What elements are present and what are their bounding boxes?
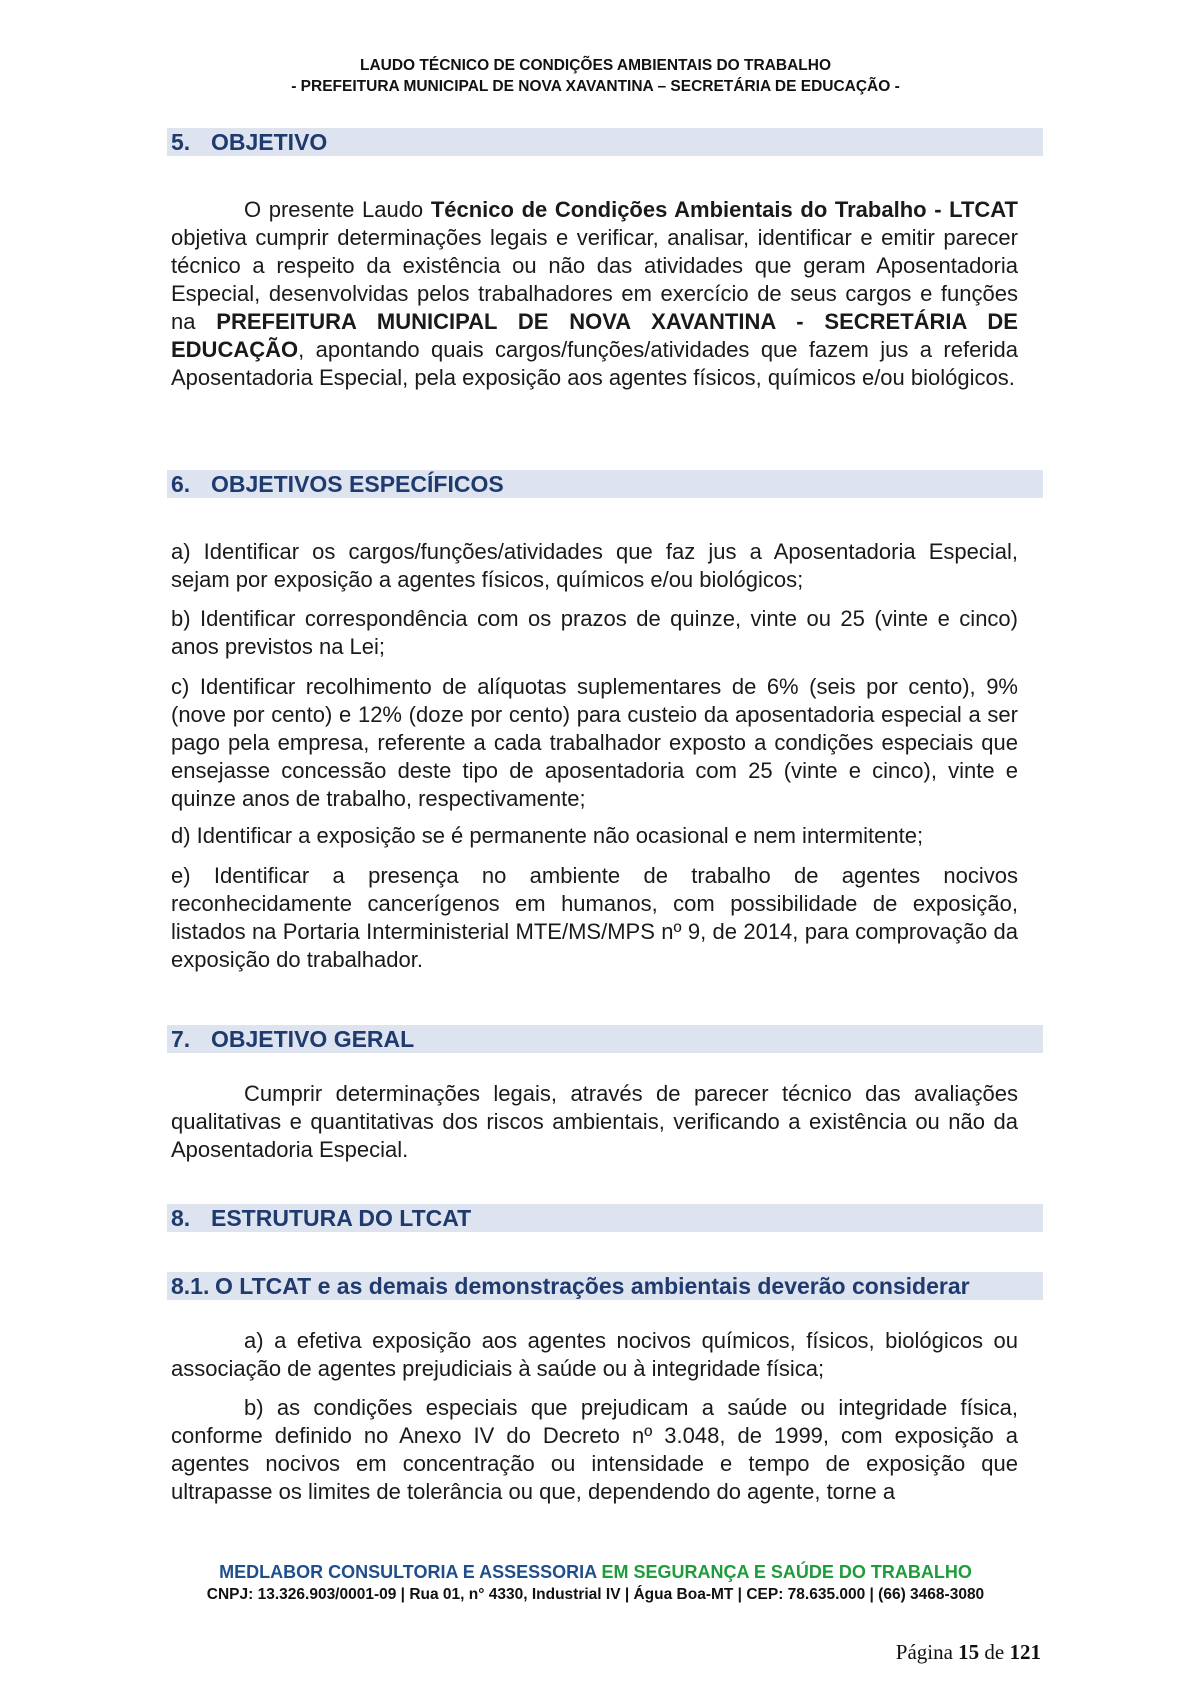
section-5-heading bbox=[171, 128, 327, 156]
section-title: OBJETIVOS ESPECÍFICOS bbox=[211, 471, 504, 497]
section-8-1-heading bbox=[171, 1272, 970, 1300]
list-item-b: b) as condições especiais que prejudicam a saúde ou integridade física, conforme definido no Anexo IV do Decreto nº 3.048, de 1999, com exposição a agentes nocivos em concentração ou intensidade e tempo de exposição que ultrapasse os limites de tolerância ou que, dependendo do agente, torne a bbox=[171, 1395, 1018, 1504]
section-7-heading bbox=[171, 1025, 414, 1053]
list-item-e: e) Identificar a presença no ambiente de trabalho de agentes nocivos reconhecidamente cancerígenos em humanos, com possibilidade de exposição, listados na Portaria Interministerial MTE/MS/MPS nº 9, de 2014, para comprovação da exposição do trabalhador. bbox=[171, 863, 1018, 972]
header-title: LAUDO TÉCNICO DE CONDIÇÕES AMBIENTAIS DO TRABALHO bbox=[359, 57, 832, 74]
section-number: 7. bbox=[171, 1026, 191, 1052]
paragraph-bold-text: Técnico de Condições Ambientais do Trabalho - LTCAT bbox=[430, 197, 1018, 222]
section-title: O LTCAT e as demais demonstrações ambientais deverão considerar bbox=[215, 1273, 970, 1299]
paragraph-text: objetiva cumprir determinações legais e verificar, analisar, identificar e emitir parecer técnico a respeito da existência ou não das atividades que geram Aposentadoria Especial, desenvolvidas pelos trabalhadores em exercício de seus cargos e funções na bbox=[171, 225, 1018, 334]
page-label: Página bbox=[895, 1640, 953, 1664]
list-item-c: c) Identificar recolhimento de alíquotas suplementares de 6% (seis por cento), 9% (nove por cento) e 12% (doze por cento) para custeio da aposentadoria especial a ser pago pela empresa, referente a cada trabalhador exposto a condições especiais que ensejasse concessão deste tipo de aposentadoria com 25 (vinte e cinco), vinte e quinze anos de trabalho, respectivamente; bbox=[171, 674, 1018, 811]
list-item-a: a) Identificar os cargos/funções/atividades que faz jus a Aposentadoria Especial, sejam por exposição a agentes físicos, químicos e/ou biológicos; bbox=[171, 539, 1018, 592]
section-title: ESTRUTURA DO LTCAT bbox=[211, 1205, 472, 1231]
document-header bbox=[0, 55, 1191, 97]
section-7-paragraph: Cumprir determinações legais, através de parecer técnico das avaliações qualitativas e quantitativas dos riscos ambientais, verificando a existência ou não da Aposentadoria Especial. bbox=[171, 1081, 1018, 1162]
paragraph-text: O presente Laudo bbox=[244, 197, 431, 222]
page-separator: de bbox=[984, 1640, 1005, 1664]
header-subtitle: - PREFEITURA MUNICIPAL DE NOVA XAVANTINA – SECRETÁRIA DE EDUCAÇÃO - bbox=[291, 78, 900, 95]
section-number: 5. bbox=[171, 129, 191, 155]
footer-address: CNPJ: 13.326.903/0001-09 | Rua 01, n° 4330, Industrial IV | Água Boa-MT | CEP: 78.635.000 | (66) 3468-3080 bbox=[206, 1586, 985, 1603]
list-item-b: b) Identificar correspondência com os prazos de quinze, vinte ou 25 (vinte e cinco) anos previstos na Lei; bbox=[171, 606, 1018, 659]
page-number bbox=[896, 1640, 1041, 1665]
list-item-d: d) Identificar a exposição se é permanente não ocasional e nem intermitente; bbox=[171, 823, 924, 848]
page-total: 121 bbox=[1009, 1640, 1041, 1664]
footer-company bbox=[0, 1561, 1191, 1583]
section-6-heading bbox=[171, 470, 504, 498]
section-title: OBJETIVO bbox=[211, 129, 328, 155]
paragraph-text: , apontando quais cargos/funções/atividades que fazem jus a referida Aposentadoria Especial, pela exposição aos agentes físicos, químicos e/ou biológicos. bbox=[171, 337, 1018, 390]
section-title: OBJETIVO GERAL bbox=[211, 1026, 415, 1052]
section-8-heading bbox=[171, 1204, 471, 1232]
footer-company-name: MEDLABOR CONSULTORIA E ASSESSORIA bbox=[219, 1562, 597, 1582]
section-number: 8. bbox=[171, 1205, 191, 1231]
footer-company-tagline: EM SEGURANÇA E SAÚDE DO TRABALHO bbox=[601, 1562, 972, 1582]
paragraph-bold-text: PREFEITURA MUNICIPAL DE NOVA XAVANTINA - SECRETÁRIA DE EDUCAÇÃO bbox=[171, 309, 1018, 362]
page-current: 15 bbox=[958, 1640, 980, 1664]
section-5-paragraph bbox=[171, 196, 1018, 392]
section-number: 6. bbox=[171, 471, 191, 497]
list-item-a: a) a efetiva exposição aos agentes nocivos químicos, físicos, biológicos ou associação de agentes prejudiciais à saúde ou à integridade física; bbox=[171, 1328, 1018, 1381]
section-number: 8.1. bbox=[171, 1273, 210, 1299]
